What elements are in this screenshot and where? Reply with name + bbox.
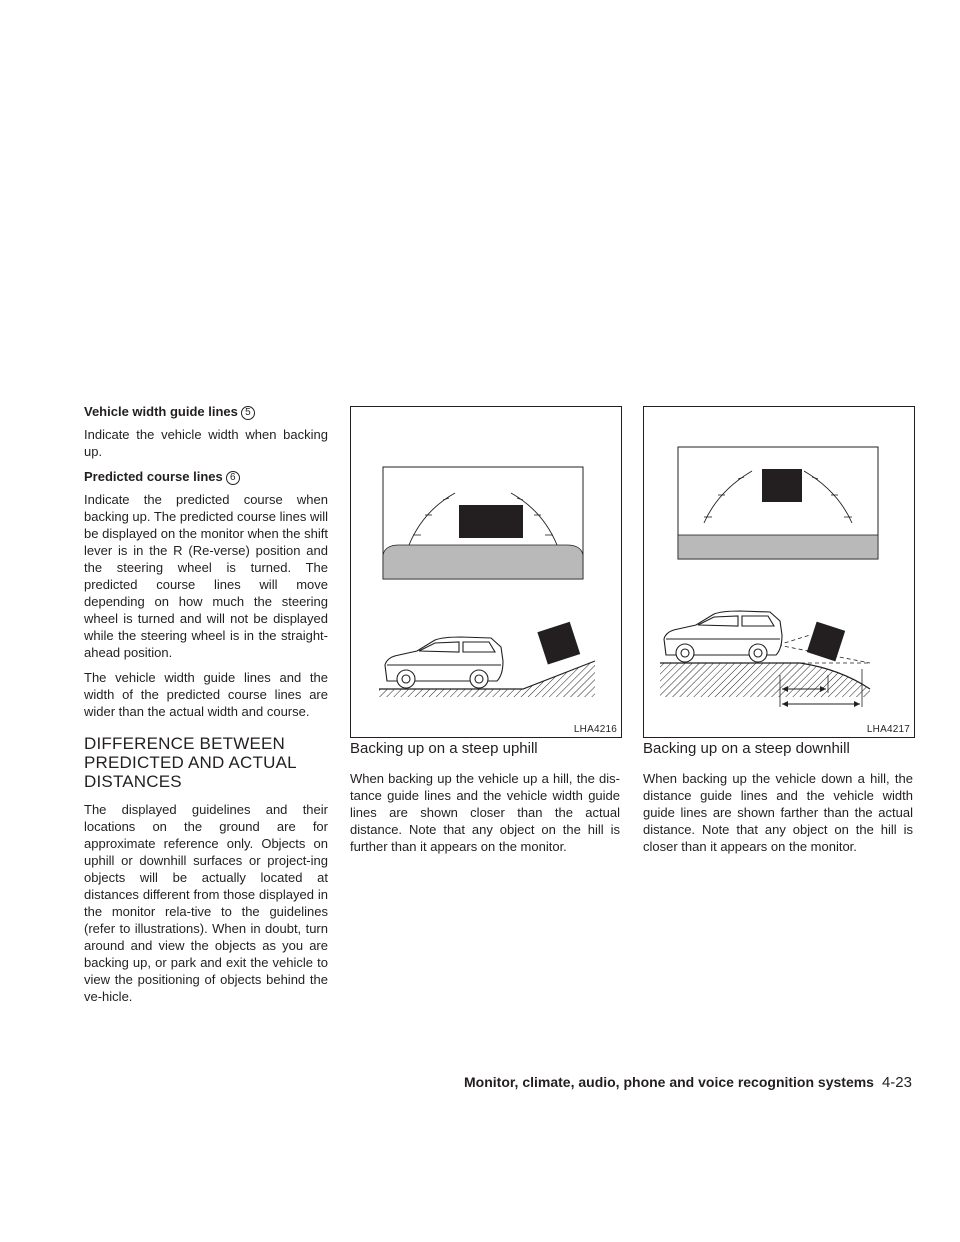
car-icon (664, 611, 782, 662)
right-column (643, 740, 913, 863)
figure-id: LHA4217 (866, 724, 910, 735)
section-heading: DIFFERENCE BETWEEN PREDICTED AND ACTUAL DISTANCES (84, 734, 297, 791)
downhill-illustration (644, 407, 914, 737)
monitor-screen (678, 447, 878, 559)
section-heading: Backing up on a steep downhill (643, 740, 850, 757)
left-column (84, 403, 328, 1013)
subheading-text: Predicted course lines (84, 469, 223, 484)
paragraph: When backing up the vehicle up a hill, the dis-tance guide lines and the vehicle width guide lines are shown closer than the actual distance. Note that any object on the hill is further than it appears on the monitor. (350, 771, 620, 854)
paragraph: Indicate the vehicle width when backing up. (84, 427, 328, 459)
page-footer (464, 1074, 912, 1091)
car-icon (385, 637, 503, 688)
paragraph: Indicate the predicted course when backing up. The predicted course lines will be displayed on the monitor when the shift lever is in the R (Re-verse) position and the steering wheel is turned. The predicted course lines will move depending on how much the steering wheel is turned and will not be displayed while the steering wheel is in the straight-ahead position. (84, 492, 329, 660)
section-heading: Backing up on a steep uphill (350, 740, 538, 757)
subheading-vehicle-width-guide-lines (84, 403, 328, 420)
obstacle-on-screen (762, 469, 802, 502)
callout-number: 6 (226, 471, 240, 485)
page-number: 4-23 (881, 1074, 912, 1091)
figure-uphill (350, 406, 622, 738)
figure-id: LHA4216 (573, 724, 617, 735)
callout-number: 5 (241, 406, 255, 420)
subheading-text: Vehicle width guide lines (84, 404, 238, 419)
uphill-illustration (351, 407, 621, 737)
footer-section-title: Monitor, climate, audio, phone and voice recognition systems (464, 1074, 874, 1090)
obstacle-on-screen (459, 505, 523, 538)
middle-column (350, 740, 620, 863)
paragraph: When backing up the vehicle down a hill, the distance guide lines and the vehicle width guide lines are shown farther than the actual distance. Note that any object on the hill is closer than it appears on the monitor. (643, 771, 913, 854)
figure-downhill (643, 406, 915, 738)
paragraph: The vehicle width guide lines and the width of the predicted course lines are wider than the actual width and course. (84, 670, 328, 719)
subheading-predicted-course-lines (84, 468, 328, 485)
monitor-screen (383, 467, 583, 579)
paragraph: The displayed guidelines and their locations on the ground are for approximate reference only. Objects on uphill or downhill surfaces or project-ing objects will be actually located at distances different from those displayed in the monitor rela-tive to the guidelines (refer to illustrations). When in doubt, turn around and view the objects as you are backing up, or park and exit the vehicle to view the positioning of objects behind the ve-hicle. (84, 802, 328, 1004)
